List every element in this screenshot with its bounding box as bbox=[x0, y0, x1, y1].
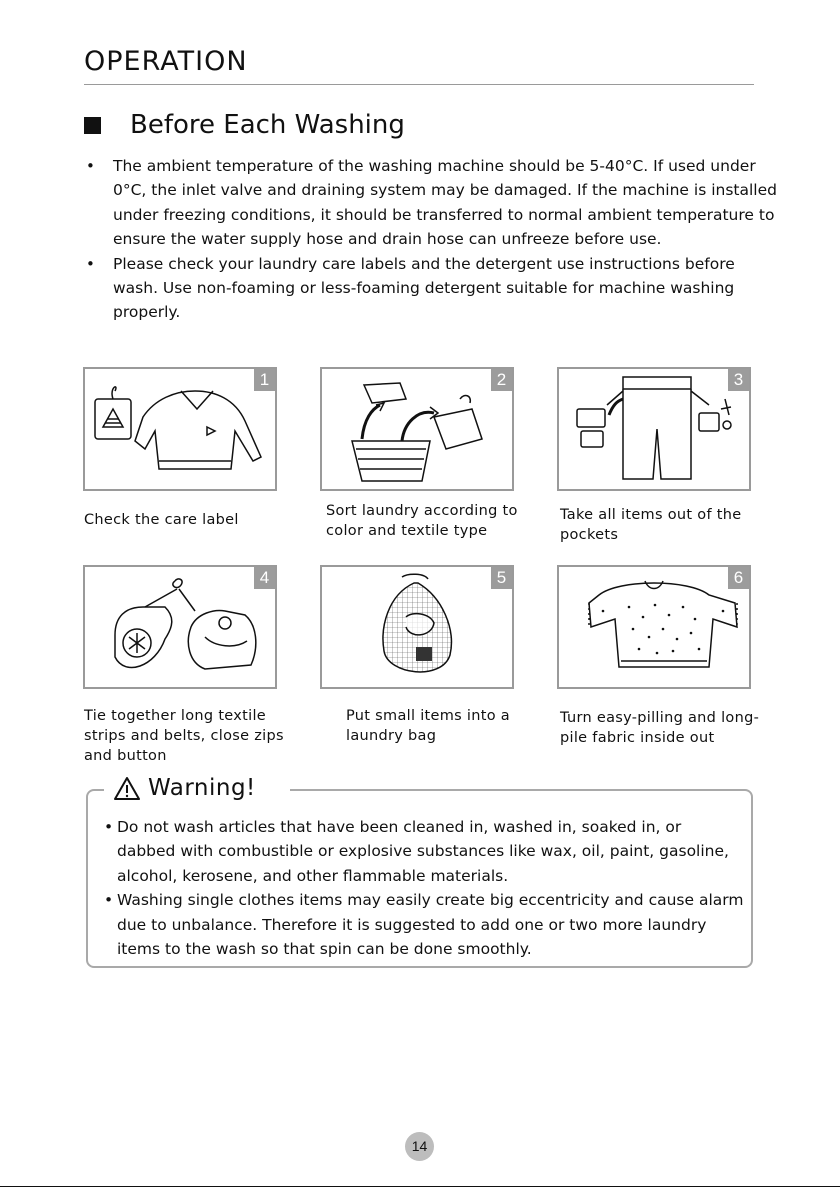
step-number-badge: 3 bbox=[728, 369, 749, 391]
section-title: OPERATION bbox=[84, 46, 248, 77]
bullet-item bbox=[84, 252, 784, 325]
warning-triangle-icon bbox=[113, 776, 141, 801]
bullet-dot-icon: • bbox=[104, 818, 114, 836]
warning-text: Do not wash articles that have been cleaned in, washed in, soaked in, or dabbed with combustible or explosive substances like wax, oil, paint, gasoline, alcohol, kerosene, and other flammable materials. bbox=[117, 818, 729, 885]
page-number: 14 bbox=[405, 1132, 434, 1161]
warning-text: Washing single clothes items may easily create big eccentricity and cause alarm due to unbalance. Therefore it is suggested to add one or two more laundry items to the wash so that spin can be done smoothly. bbox=[117, 891, 744, 959]
square-bullet-icon bbox=[84, 117, 101, 134]
laundry-bag-icon bbox=[322, 567, 512, 687]
step-number-badge: 2 bbox=[491, 369, 512, 391]
title-divider bbox=[84, 84, 754, 85]
warning-item bbox=[104, 888, 744, 961]
warning-item bbox=[104, 815, 744, 888]
trousers-pockets-icon bbox=[559, 369, 749, 489]
warning-title bbox=[113, 775, 256, 801]
step-caption-1: Check the care label bbox=[84, 512, 239, 528]
bullet-dot-icon: • bbox=[104, 891, 114, 910]
bullet-item bbox=[84, 154, 784, 252]
step-caption-6: Turn easy-pilling and long-pile fabric inside out bbox=[560, 710, 760, 746]
step-caption-5: Put small items into a laundry bag bbox=[346, 708, 510, 744]
intro-bullet-list bbox=[84, 154, 784, 325]
bottom-divider bbox=[0, 1186, 840, 1187]
bullet-dot-icon: • bbox=[86, 254, 95, 273]
step-caption-3: Take all items out of the pockets bbox=[560, 507, 742, 543]
step-panel-4 bbox=[83, 565, 277, 689]
step-panel-6 bbox=[557, 565, 751, 689]
step-number-badge: 1 bbox=[254, 369, 275, 391]
subheading-title: Before Each Washing bbox=[130, 110, 405, 140]
step-number-badge: 4 bbox=[254, 567, 275, 589]
step-panel-3 bbox=[557, 367, 751, 491]
bullet-text: Please check your laundry care labels and the detergent use instructions before wash. Use non-foaming or less-foaming detergent suitable for machine washing properly. bbox=[113, 254, 735, 322]
step-panel-5 bbox=[320, 565, 514, 689]
pilling-sweater-icon bbox=[559, 567, 749, 687]
care-label-sweater-icon bbox=[85, 369, 275, 489]
step-number-badge: 6 bbox=[728, 567, 749, 589]
step-number-badge: 5 bbox=[491, 567, 512, 589]
subheading bbox=[84, 110, 405, 140]
warning-title-text: Warning! bbox=[148, 775, 256, 801]
warning-list bbox=[104, 815, 744, 961]
bullet-text: The ambient temperature of the washing machine should be 5-40°C. If used under 0°C, the inlet valve and draining system may be damaged. If the machine is installed under freezing conditions, it should be transferred to normal ambient temperature to ensure the water supply hose and drain hose can unfreeze before use. bbox=[113, 157, 777, 249]
step-caption-4: Tie together long textile strips and belts, close zips and button bbox=[84, 708, 284, 764]
step-panel-1 bbox=[83, 367, 277, 491]
bullet-dot-icon: • bbox=[86, 157, 95, 175]
tied-garment-icon bbox=[85, 567, 275, 687]
step-caption-2: Sort laundry according to color and textile type bbox=[326, 503, 518, 539]
laundry-basket-icon bbox=[322, 369, 512, 489]
step-panel-2 bbox=[320, 367, 514, 491]
